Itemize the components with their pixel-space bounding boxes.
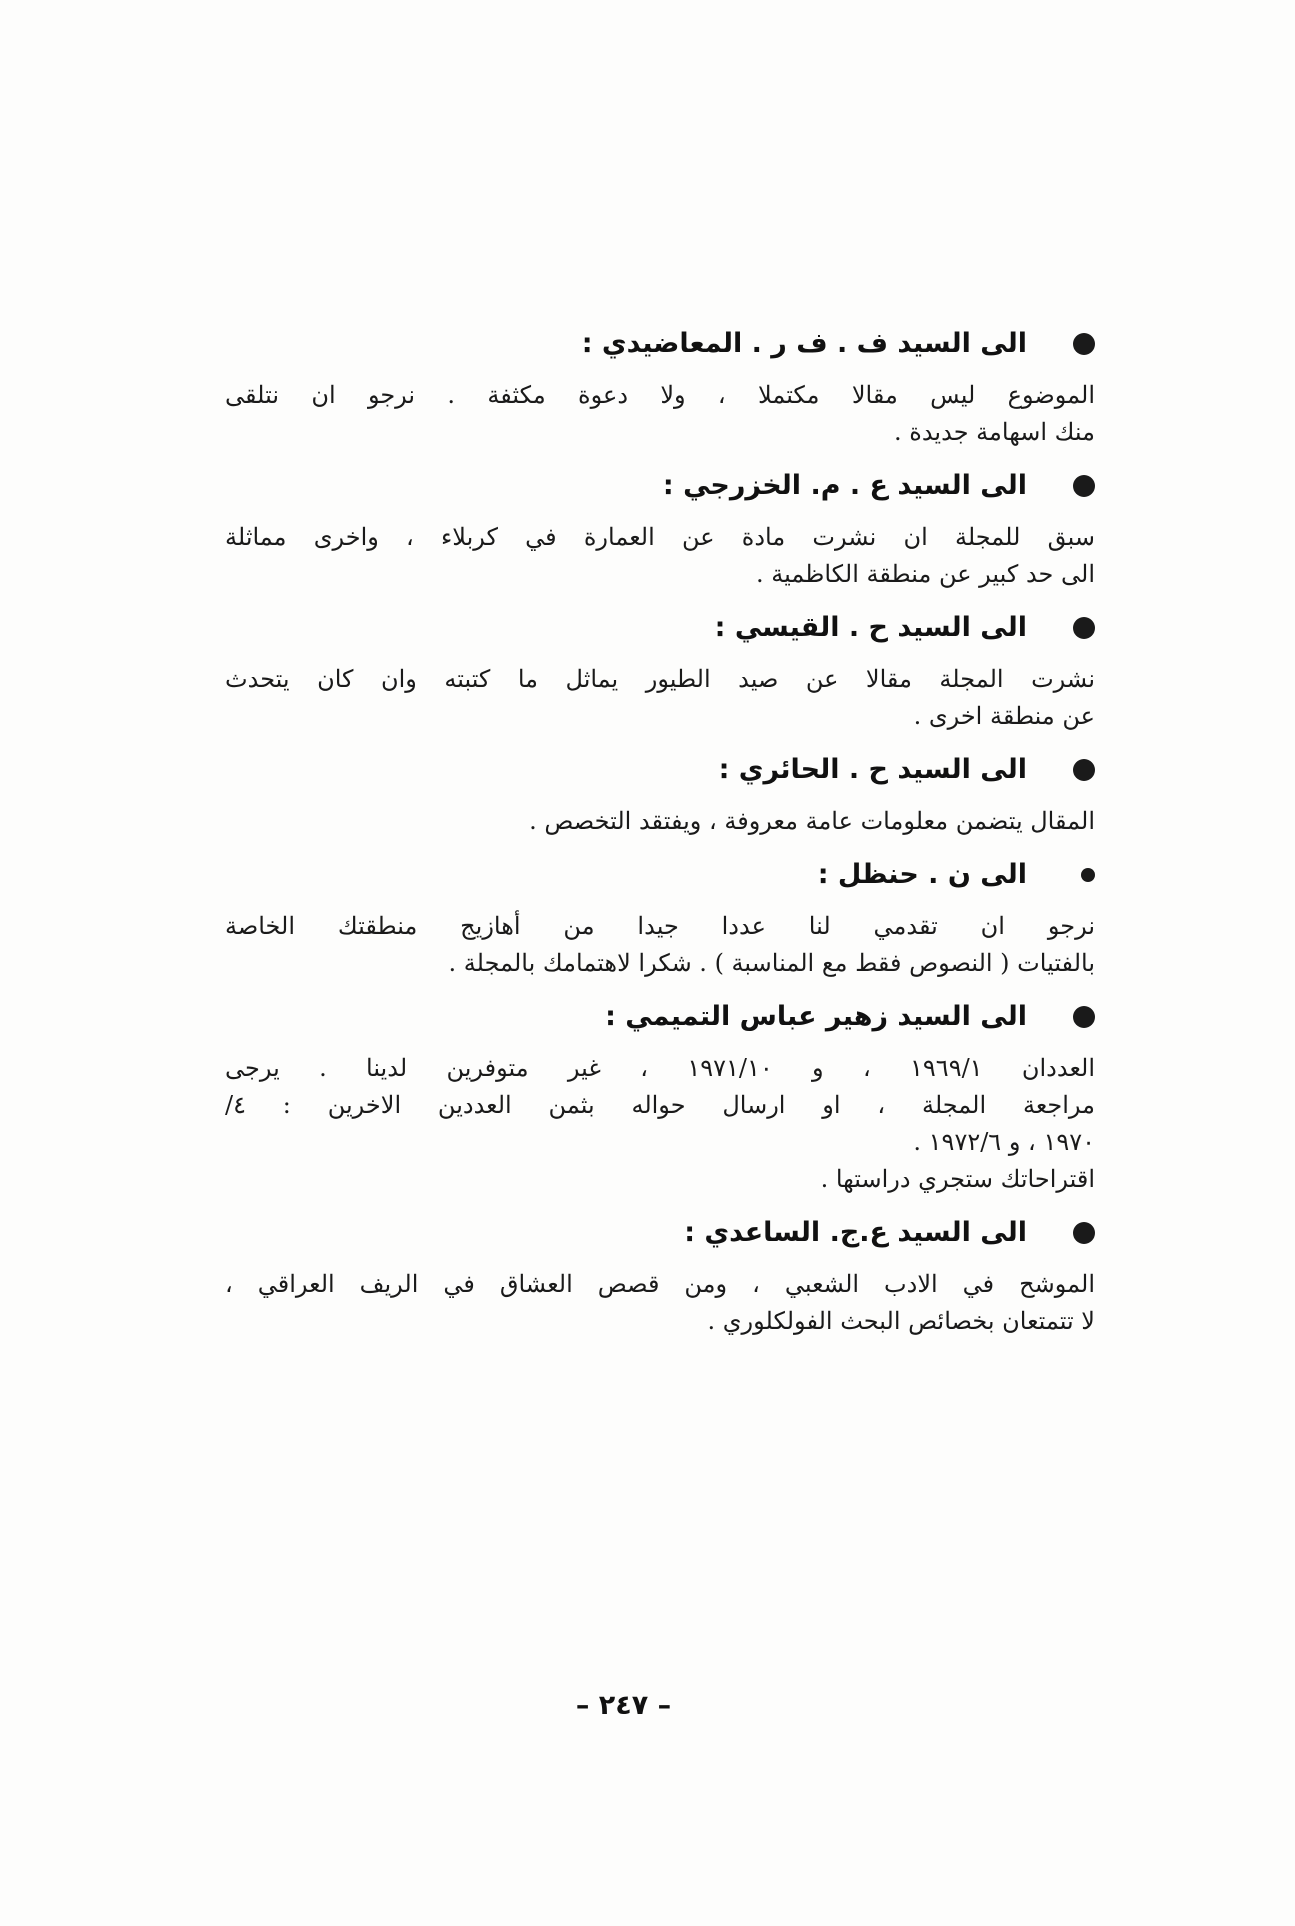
entry-line: المقال يتضمن معلومات عامة معروفة ، ويفتقد التخصص . [529, 807, 1095, 835]
entry-heading [225, 460, 1095, 512]
entry-heading-text: الى السيد ع . م. الخزرجي : [662, 470, 1027, 501]
entry-heading-text: الى السيد ح . القيسي : [714, 612, 1027, 643]
entry-line: اقتراحاتك ستجري دراستها . [820, 1165, 1095, 1193]
bullet-icon [1073, 759, 1095, 781]
entry-line: نشرت المجلة مقالا عن صيد الطيور يماثل ما كتبته وان كان يتحدث [225, 665, 1095, 693]
entry-body [225, 803, 1095, 840]
entry-line: بالفتيات ( النصوص فقط مع المناسبة ) . شكرا لاهتمامك بالمجلة . [448, 949, 1095, 977]
entry-body [225, 1050, 1095, 1198]
entry-line: لا تتمتعان بخصائص البحث الفولكلوري . [707, 1307, 1095, 1335]
entry-heading [225, 318, 1095, 370]
entry-line: الموضوع ليس مقالا مكتملا ، ولا دعوة مكثفة . نرجو ان نتلقى [225, 381, 1095, 409]
entry-heading-text: الى السيد ح . الحائري : [718, 754, 1027, 785]
entry-line: مراجعة المجلة ، او ارسال حواله بثمن العددين الاخرين : ٤/ [225, 1091, 1095, 1119]
entry-heading [225, 849, 1095, 901]
bullet-icon [1073, 1222, 1095, 1244]
reply-entry [225, 1207, 1095, 1340]
entry-line: نرجو ان تقدمي لنا عددا جيدا من أهازيج منطقتك الخاصة [225, 912, 1095, 940]
entry-heading-text: الى ن . حنظل : [817, 859, 1027, 890]
bullet-icon [1073, 617, 1095, 639]
entry-line: العددان ١٩٦٩/١ ، و ١٩٧١/١٠ ، غير متوفرين لدينا . يرجى [225, 1054, 1096, 1082]
entry-body [225, 908, 1095, 982]
entry-heading-text: الى السيد ف . ف ر . المعاضيدي : [581, 328, 1027, 359]
entry-heading-text: الى السيد زهير عباس التميمي : [605, 1001, 1027, 1032]
entry-body [225, 519, 1095, 593]
entry-body [225, 1266, 1095, 1340]
entry-body [225, 377, 1095, 451]
reply-entry [225, 744, 1095, 840]
reply-entry [225, 460, 1095, 593]
bullet-icon [1073, 333, 1095, 355]
entry-heading-text: الى السيد ع.ج. الساعدي : [684, 1217, 1027, 1248]
entry-line: الى حد كبير عن منطقة الكاظمية . [756, 560, 1095, 588]
entry-heading [225, 991, 1095, 1043]
page-number: – ٢٤٧ – [575, 1690, 672, 1721]
entry-body [225, 661, 1095, 735]
entry-line: منك اسهامة جديدة . [894, 418, 1095, 446]
entry-heading [225, 1207, 1095, 1259]
entry-line: سبق للمجلة ان نشرت مادة عن العمارة في كربلاء ، واخرى مماثلة [225, 523, 1096, 551]
entry-heading [225, 744, 1095, 796]
reply-entry [225, 849, 1095, 982]
bullet-icon [1073, 1006, 1095, 1028]
bullet-icon [1073, 475, 1095, 497]
entry-heading [225, 602, 1095, 654]
reply-entry [225, 991, 1095, 1198]
reply-entry [225, 602, 1095, 735]
bullet-icon [1081, 868, 1095, 882]
reply-entry [225, 318, 1095, 451]
letters-to-contributors [225, 318, 1095, 1340]
entry-line: عن منطقة اخرى . [913, 702, 1095, 730]
entry-line: ١٩٧٠ ، و ١٩٧٢/٦ . [913, 1128, 1095, 1156]
entry-line: الموشح في الادب الشعبي ، ومن قصص العشاق في الريف العراقي ، [225, 1270, 1095, 1298]
